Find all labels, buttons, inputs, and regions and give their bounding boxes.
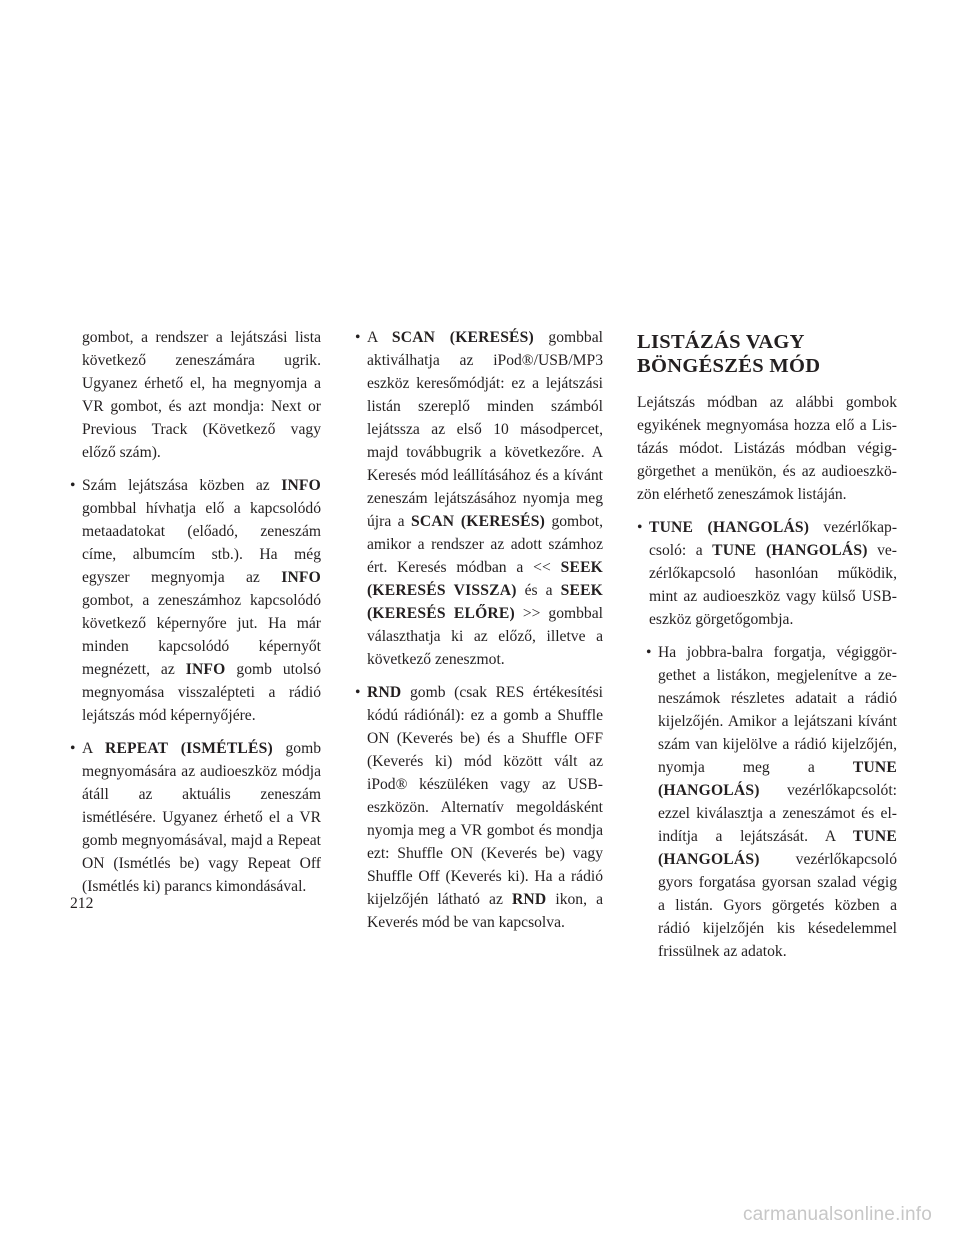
sub-bullet-tune-rotate: • Ha jobbra-balra forgatja, végiggörgethet a listákon, megjelenítve a zeneszámok részletes adatait a rádió kijelzőjén. Amikor a lejátszani kívánt szám van kijelölve a rádió kijelzőjén, nyomja meg a TUNE (HANGOLÁS) vezérlőkapcsolót: ezzel kiválasztja a zeneszámot és elindítja a lejátszását. A TUNE (HANGOLÁS) vezérlőkapcsoló gyors forgatása gyorsan szalad végig a listán. Gyors görgetés közben a rádió kijelzőjén kis késedelemmel frissülnek az adatok. xyxy=(637,641,897,963)
bullet-scan-button: • A SCAN (KERESÉS) gombbal aktiválhatja az iPod®/USB/MP3 eszköz keresőmódját: ez a lejátszási listán szereplő minden számból lejátssza az első 10 másodpercet, majd továbbugrik a következőre. A Keresés mód leállításához és a kívánt zeneszám lejátszásához nyomja meg újra a SCAN (KERESÉS) gombot, amikor a rendszer az adott számhoz ért. Keresés módban a << SEEK (KERESÉS VISSZA) és a SEEK (KERESÉS ELŐRE) >> gombbal választhatja ki az előző, illetve a következő zeneszmot. xyxy=(355,326,603,671)
tune-label: TUNE (HANGOLÁS) xyxy=(649,519,810,536)
page-number: 212 xyxy=(70,895,94,912)
rnd-label: RND xyxy=(511,891,547,908)
watermark: carmanualsonline.info xyxy=(742,1204,932,1225)
bullet-marker: • xyxy=(646,644,652,661)
section-heading: LISTÁZÁS VAGY BÖNGÉSZÉS MÓD xyxy=(637,331,821,377)
tune-label: TUNE (HANGOLÁS) xyxy=(712,542,868,559)
bullet-tune-control: • TUNE (HANGOLÁS) vezérlőkapcsoló: a TUNE (HANGOLÁS) vezérlőkapcsoló hasonlóan működik, mint az audioeszköz vagy külső USB-eszköz görgetőgombja. xyxy=(637,516,897,631)
seek-back-label: SEEK (KERESÉS VISSZA) xyxy=(367,559,603,599)
tune-label: TUNE (HANGOLÁS) xyxy=(658,759,897,799)
repeat-label: REPEAT (ISMÉTLÉS) xyxy=(104,740,273,757)
bullet-rnd-button: • RND gomb (csak RES értékesítési kódú rádiónál): ez a gomb a Shuffle ON (Keverés be) és a Shuffle OFF (Keverés ki) mód között vált az iPod® készüléken vagy az USB-eszközön. Alternatív megoldásként nyomja meg a VR gombot és mondja ezt: Shuffle ON (Keverés be) vagy Shuffle Off (Keverés ki). Ha a rádió kijelzőjén látható az RND ikon, a Keverés mód be van kapcsolva. xyxy=(355,681,603,934)
bullet-marker: • xyxy=(637,519,643,536)
column-left xyxy=(70,326,321,908)
info-label: INFO xyxy=(281,477,321,494)
column-middle xyxy=(355,326,603,944)
bullet-marker: • xyxy=(355,329,361,346)
scan-label: SCAN (KERESÉS) xyxy=(411,513,546,530)
info-label: INFO xyxy=(185,661,226,678)
paragraph-list-mode-intro: Lejátszás módban az alábbi gombok egyikének megnyomása hozza elő a Listázás módot. Listázás módban végiggörgethet a menükön, és az audioeszközön elérhető zeneszámok listáján. xyxy=(637,394,897,503)
info-label: INFO xyxy=(281,569,321,586)
bullet-marker: • xyxy=(70,477,76,494)
scan-label: SCAN (KERESÉS) xyxy=(391,329,534,346)
paragraph-next-track-continuation: gombot, a rendszer a lejátszási lista következő zeneszámára ugrik. Ugyanez érhető el, ha megnyomja a VR gombot, és azt mondja: Next or Previous Track (Következő vagy előző szám). xyxy=(82,329,321,461)
bullet-repeat-button: • A REPEAT (ISMÉTLÉS) gomb megnyomására az audioeszköz módja átáll az aktuális zeneszám ismétlésére. Ugyanez érhető el a VR gomb megnyomásával, majd a Repeat ON (Ismétlés be) vagy Repeat Off (Ismétlés ki) parancs kimondásával. xyxy=(70,737,321,898)
column-right xyxy=(637,330,897,973)
seek-forward-label: SEEK (KERESÉS ELŐRE) xyxy=(367,582,603,622)
bullet-marker: • xyxy=(70,740,76,757)
bullet-marker: • xyxy=(355,684,361,701)
tune-label: TUNE (HANGOLÁS) xyxy=(658,828,897,868)
bullet-info-button: • Szám lejátszása közben az INFO gombbal hívhatja elő a kapcsolódó metaadatokat (előadó, zeneszám címe, albumcím stb.). Ha még egyszer megnyomja az INFO gombot, a zeneszámhoz kapcsolódó következő képernyőre jut. Ha már minden kapcsolódó képernyőt megnézett, az INFO gomb utolsó megnyomása visszalépteti a rádió lejátszás mód képernyőjére. xyxy=(70,474,321,727)
rnd-label: RND xyxy=(367,684,402,701)
